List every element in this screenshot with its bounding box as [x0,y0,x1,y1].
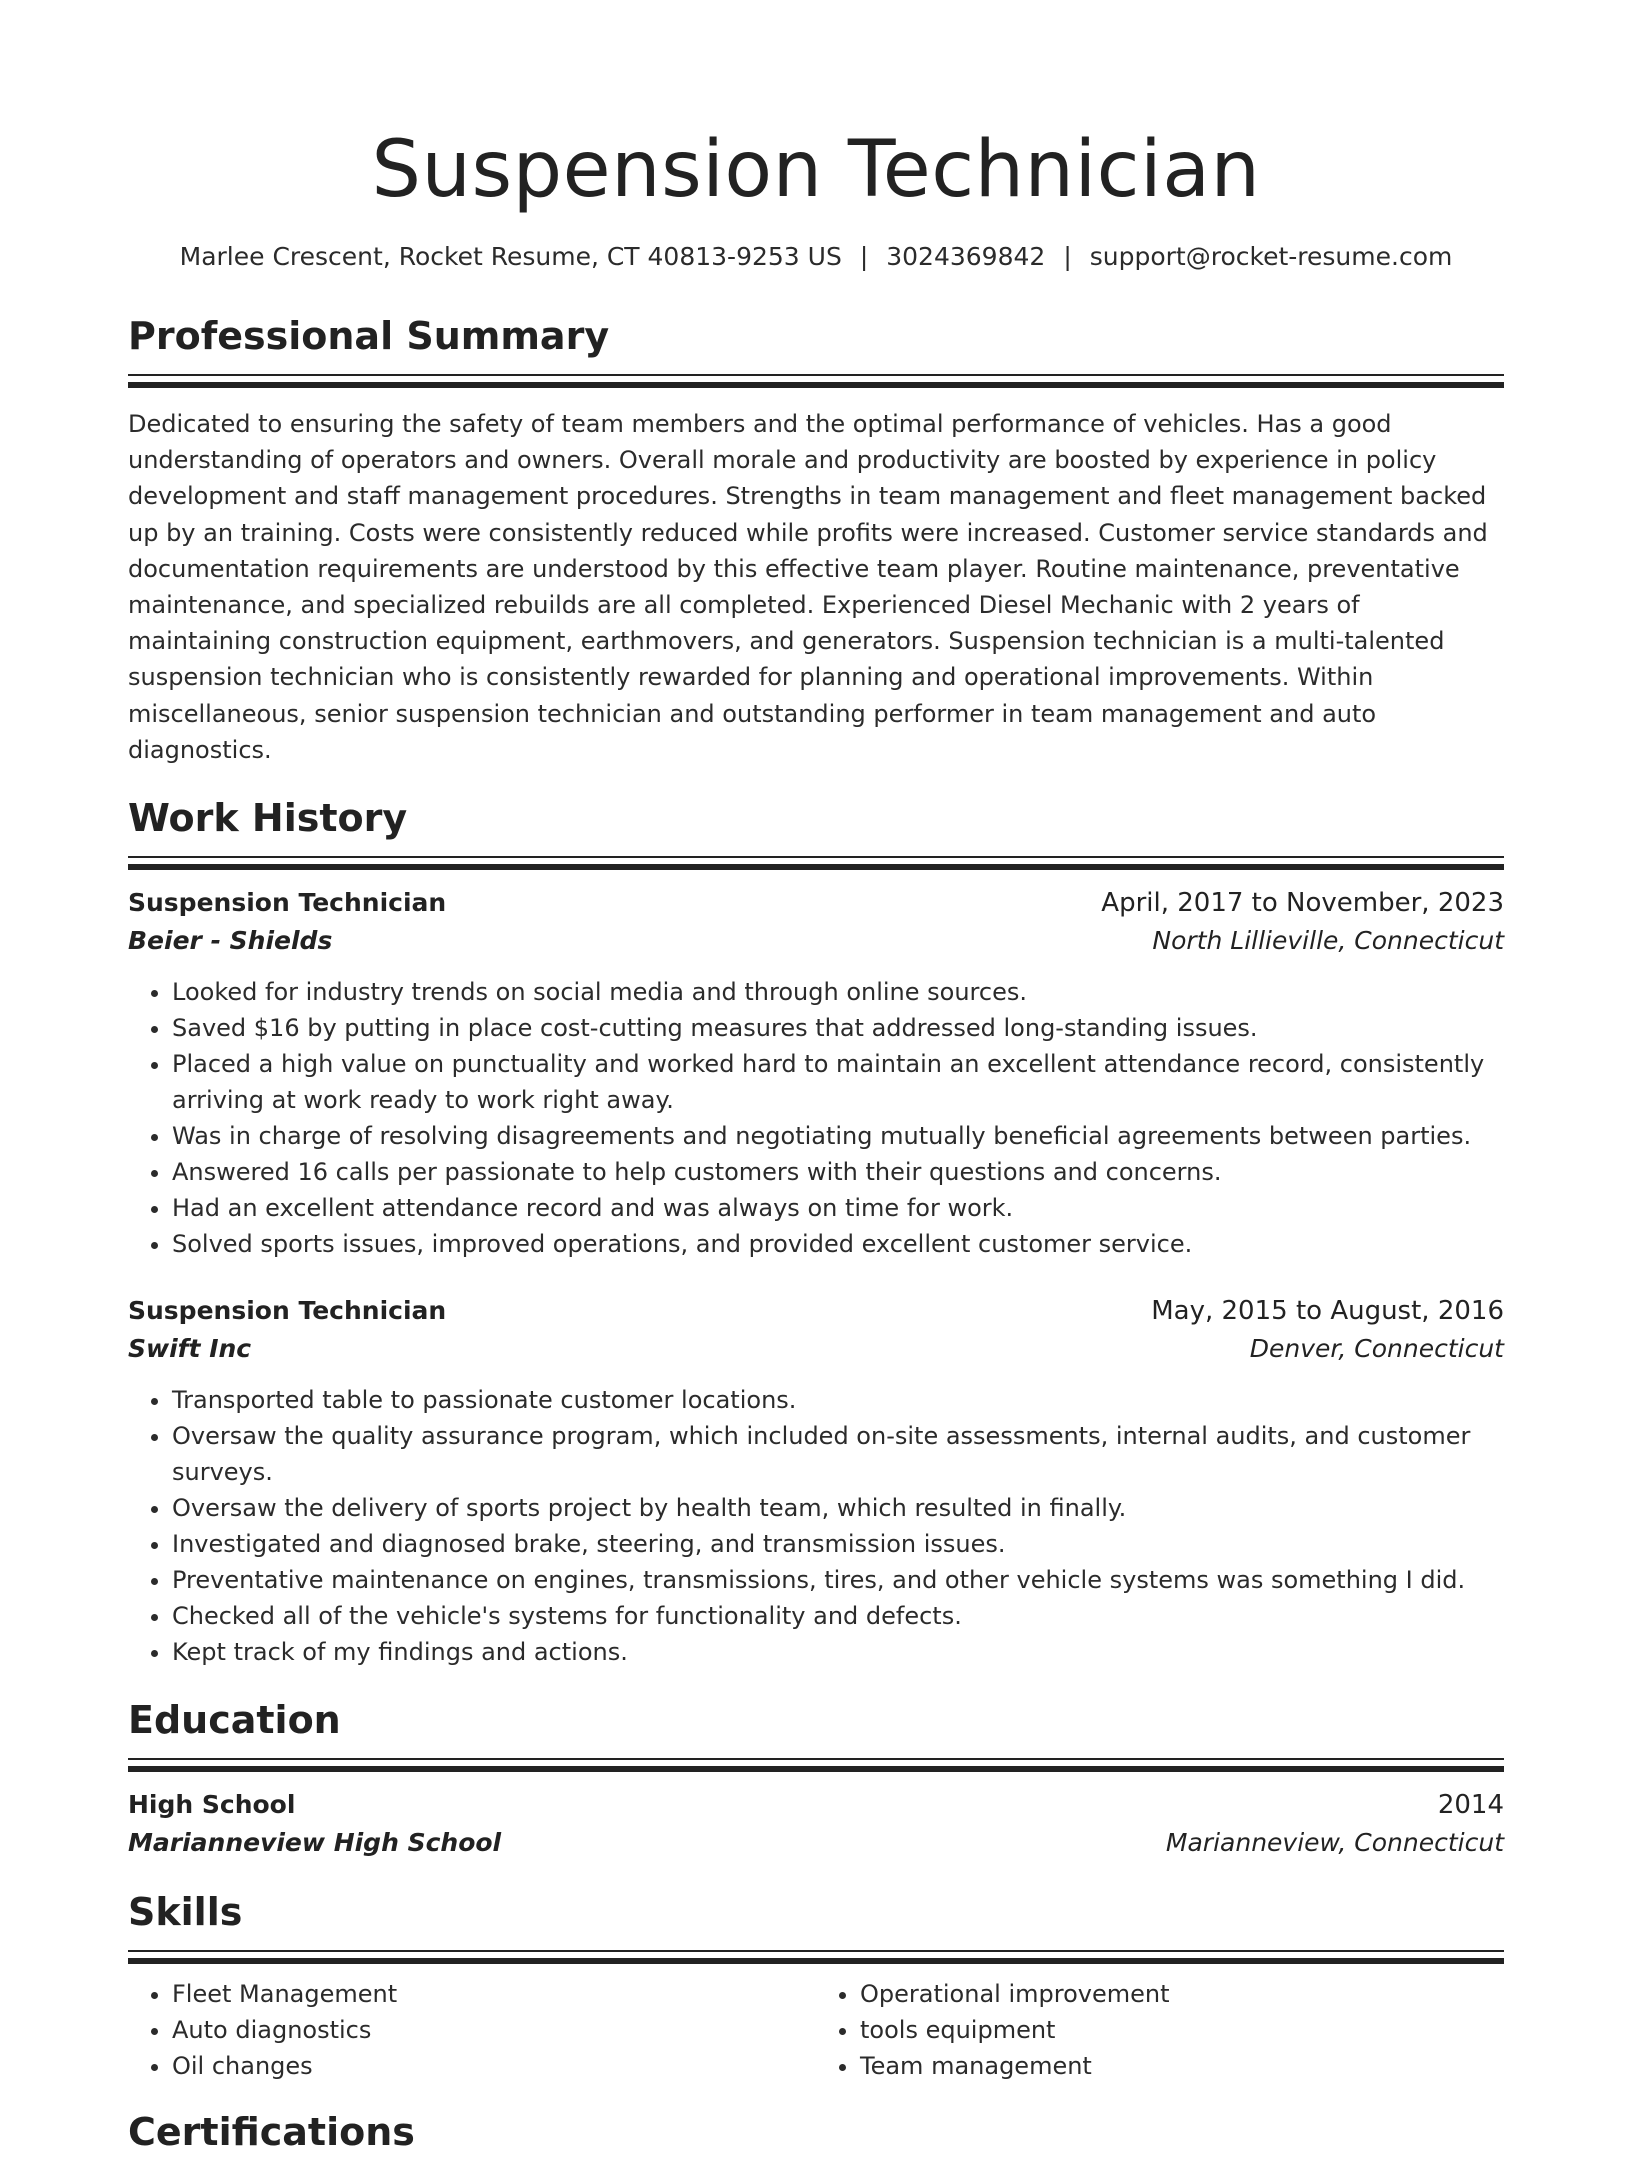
section-divider [128,1950,1504,1952]
skill-item: • Fleet Management [172,1976,816,2012]
job-bullets [128,974,1504,1262]
job-bullet: • Was in charge of resolving disagreements and negotiating mutually beneficial agreements between parties. [172,1118,1504,1154]
job-subheader [128,922,1504,960]
education-entry [128,1786,1504,1862]
skills-column-right [816,1976,1504,2084]
job-bullet: • Placed a high value on punctuality and worked hard to maintain an excellent attendance record, consistently arriving at work ready to work right away. [172,1046,1504,1118]
section-heading-certifications: Certifications [128,2110,415,2155]
education-section [128,1694,1504,1862]
section-divider-thick [128,1958,1504,1964]
job-header [128,1292,1504,1330]
skills-section [128,1886,1504,2084]
education-year: 2014 [1437,1790,1504,1821]
education-location: Marianneview, Connecticut [1165,1828,1504,1858]
contact-phone: 3024369842 [886,242,1046,271]
contact-separator: | [1063,242,1072,271]
section-divider [128,856,1504,858]
job-dates: May, 2015 to August, 2016 [1151,1296,1504,1327]
skills-grid [128,1976,1504,2084]
job-bullet: • Oversaw the delivery of sports project by health team, which resulted in finally. [172,1490,1504,1526]
job-company: Swift Inc [128,1334,252,1364]
section-divider-thick [128,1766,1504,1772]
education-header [128,1786,1504,1824]
section-heading-education: Education [128,1698,341,1743]
job-bullet: • Had an excellent attendance record and was always on time for work. [172,1190,1504,1226]
job-bullet: • Preventative maintenance on engines, transmissions, tires, and other vehicle systems was something I did. [172,1562,1504,1598]
education-school: Marianneview High School [128,1828,502,1858]
job-title: Suspension Technician [128,888,447,918]
job-subheader [128,1330,1504,1368]
contact-address: Marlee Crescent, Rocket Resume, CT 40813-9253 US [179,242,842,271]
skill-item: • Oil changes [172,2048,816,2084]
section-divider-thick [128,864,1504,870]
section-heading-summary: Professional Summary [128,314,610,358]
contact-separator: | [859,242,869,271]
skill-item: • Team management [860,2048,1504,2084]
job-bullet: • Checked all of the vehicle's systems for functionality and defects. [172,1598,1504,1634]
job-title: Suspension Technician [128,1296,447,1326]
job-bullet: • Saved $16 by putting in place cost-cutting measures that addressed long-standing issues. [172,1010,1504,1046]
job-dates: April, 2017 to November, 2023 [1101,888,1504,919]
job-bullet: • Solved sports issues, improved operations, and provided excellent customer service. [172,1226,1504,1262]
section-heading-work-history: Work History [128,796,408,841]
section-divider [128,374,1504,376]
skill-item: • Operational improvement [860,1976,1504,2012]
education-degree: High School [128,1790,296,1820]
education-subheader [128,1824,1504,1862]
resume-page [128,0,1504,2158]
job-bullets [128,1382,1504,1670]
section-divider [128,1758,1504,1760]
summary-text: Dedicated to ensuring the safety of team members and the optimal performance of vehicles. Has a good understanding of operators and owners. Overall morale and productivity are boosted by experience in policy development and staff management procedures. Strengths in team management and fleet management backed up by an training. Costs were consistently reduced while profits were increased. Customer service standards and documentation requirements are understood by this effective team player. Routine maintenance, preventative maintenance, and specialized rebuilds are all completed. Experienced Diesel Mechanic with 2 years of maintaining construction equipment, earthmovers, and generators. Suspension technician is a multi-talented suspension technician who is consistently rewarded for planning and operational improvements. Within miscellaneous, senior suspension technician and outstanding performer in team management and auto diagnostics. [128,410,1488,764]
job-company: Beier - Shields [128,926,333,956]
job-bullet: • Answered 16 calls per passionate to help customers with their questions and concerns. [172,1154,1504,1190]
job-entry [128,884,1504,1262]
skills-column-left [128,1976,816,2084]
contact-line [128,240,1504,274]
job-location: Denver, Connecticut [1249,1334,1504,1364]
job-bullet: • Kept track of my findings and actions. [172,1634,1504,1670]
job-entry [128,1292,1504,1670]
job-header [128,884,1504,922]
resume-name: Suspension Technician [371,125,1261,215]
job-bullet: • Looked for industry trends on social media and through online sources. [172,974,1504,1010]
skill-item: • Auto diagnostics [172,2012,816,2048]
skill-item: • tools equipment [860,2012,1504,2048]
contact-email[interactable]: support@rocket-resume.com [1089,242,1453,271]
job-bullet: • Investigated and diagnosed brake, steering, and transmission issues. [172,1526,1504,1562]
section-divider-thick [128,382,1504,388]
certifications-section [128,2106,1504,2158]
work-history-section [128,792,1504,1670]
job-bullet: • Oversaw the quality assurance program, which included on-site assessments, internal audits, and customer surveys. [172,1418,1504,1490]
section-heading-skills: Skills [128,1890,243,1935]
job-location: North Lillieville, Connecticut [1152,926,1504,956]
job-bullet: • Transported table to passionate customer locations. [172,1382,1504,1418]
summary-section [128,310,1504,768]
